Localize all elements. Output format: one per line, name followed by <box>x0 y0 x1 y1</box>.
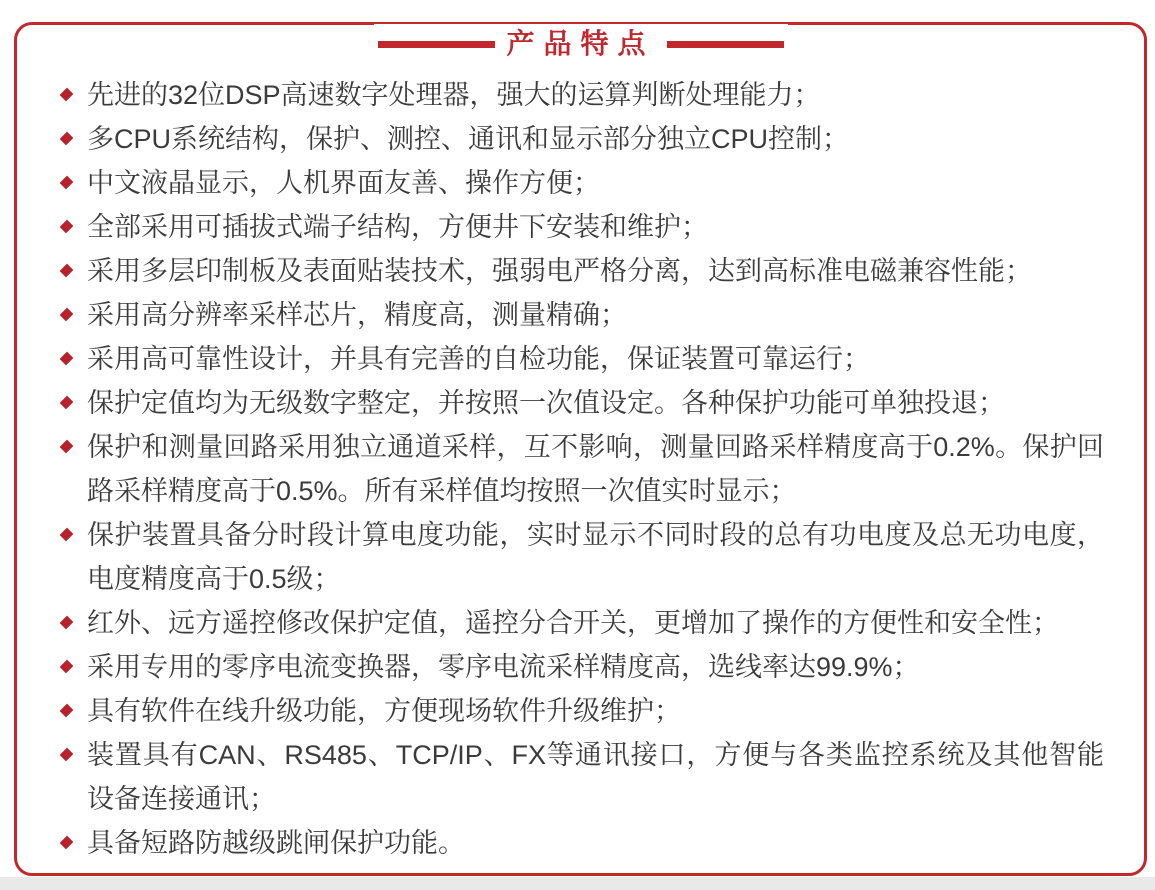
diamond-bullet-icon <box>60 396 74 410</box>
diamond-bullet-icon <box>60 616 74 630</box>
diamond-bullet-icon <box>60 220 74 234</box>
feature-item <box>61 645 1104 689</box>
diamond-bullet-icon <box>60 176 74 190</box>
diamond-bullet-icon <box>60 836 74 850</box>
bottom-edge-strip <box>0 877 1155 890</box>
feature-text: 装置具有CAN、RS485、TCP/IP、FX等通讯接口，方便与各类监控系统及其他智能设备连接通讯； <box>87 740 1104 814</box>
feature-item <box>61 425 1104 513</box>
feature-item <box>61 161 1104 205</box>
feature-item <box>61 821 1104 865</box>
feature-text: 红外、远方遥控修改保护定值，遥控分合开关，更增加了操作的方便性和安全性； <box>87 608 1059 638</box>
feature-text: 采用专用的零序电流变换器，零序电流采样精度高，选线率达99.9%； <box>87 652 920 682</box>
feature-text: 采用高分辨率采样芯片，精度高，测量精确； <box>87 300 627 330</box>
title-right-bar <box>667 41 784 48</box>
feature-item <box>61 513 1104 601</box>
feature-text: 具有软件在线升级功能，方便现场软件升级维护； <box>87 696 681 726</box>
diamond-bullet-icon <box>60 704 74 718</box>
feature-item <box>61 205 1104 249</box>
feature-item <box>61 733 1104 821</box>
diamond-bullet-icon <box>60 748 74 762</box>
diamond-bullet-icon <box>60 352 74 366</box>
feature-item <box>61 293 1104 337</box>
feature-item <box>61 601 1104 645</box>
diamond-bullet-icon <box>60 308 74 322</box>
diamond-bullet-icon <box>60 264 74 278</box>
feature-item <box>61 73 1104 117</box>
feature-item <box>61 249 1104 293</box>
section-title <box>373 24 787 64</box>
feature-text: 保护和测量回路采用独立通道采样，互不影响，测量回路采样精度高于0.2%。保护回路采样精度高于0.5%。所有采样值均按照一次值实时显示； <box>87 432 1104 506</box>
feature-item <box>61 117 1104 161</box>
feature-text: 多CPU系统结构，保护、测控、通讯和显示部分独立CPU控制； <box>87 124 850 154</box>
feature-text: 保护定值均为无级数字整定，并按照一次值设定。各种保护功能可单独投退； <box>87 388 1005 418</box>
feature-list <box>17 25 1144 865</box>
diamond-bullet-icon <box>60 88 74 102</box>
diamond-bullet-icon <box>60 660 74 674</box>
feature-text: 采用多层印制板及表面贴装技术，强弱电严格分离，达到高标准电磁兼容性能； <box>87 256 1032 286</box>
product-features-panel <box>14 22 1147 876</box>
feature-text: 先进的32位DSP高速数字处理器，强大的运算判断处理能力； <box>87 80 821 110</box>
feature-item <box>61 689 1104 733</box>
feature-text: 保护装置具备分时段计算电度功能，实时显示不同时段的总有功电度及总无功电度，电度精度高于0.5级； <box>87 520 1104 594</box>
diamond-bullet-icon <box>60 132 74 146</box>
page-title: 产品特点 <box>506 28 655 59</box>
title-left-bar <box>377 41 494 48</box>
feature-text: 采用高可靠性设计，并具有完善的自检功能，保证装置可靠运行； <box>87 344 870 374</box>
feature-text: 具备短路防越级跳闸保护功能。 <box>87 828 465 858</box>
feature-item <box>61 381 1104 425</box>
feature-text: 全部采用可插拔式端子结构，方便井下安装和维护； <box>87 212 708 242</box>
feature-text: 中文液晶显示，人机界面友善、操作方便； <box>87 168 600 198</box>
feature-item <box>61 337 1104 381</box>
diamond-bullet-icon <box>60 440 74 454</box>
diamond-bullet-icon <box>60 528 74 542</box>
